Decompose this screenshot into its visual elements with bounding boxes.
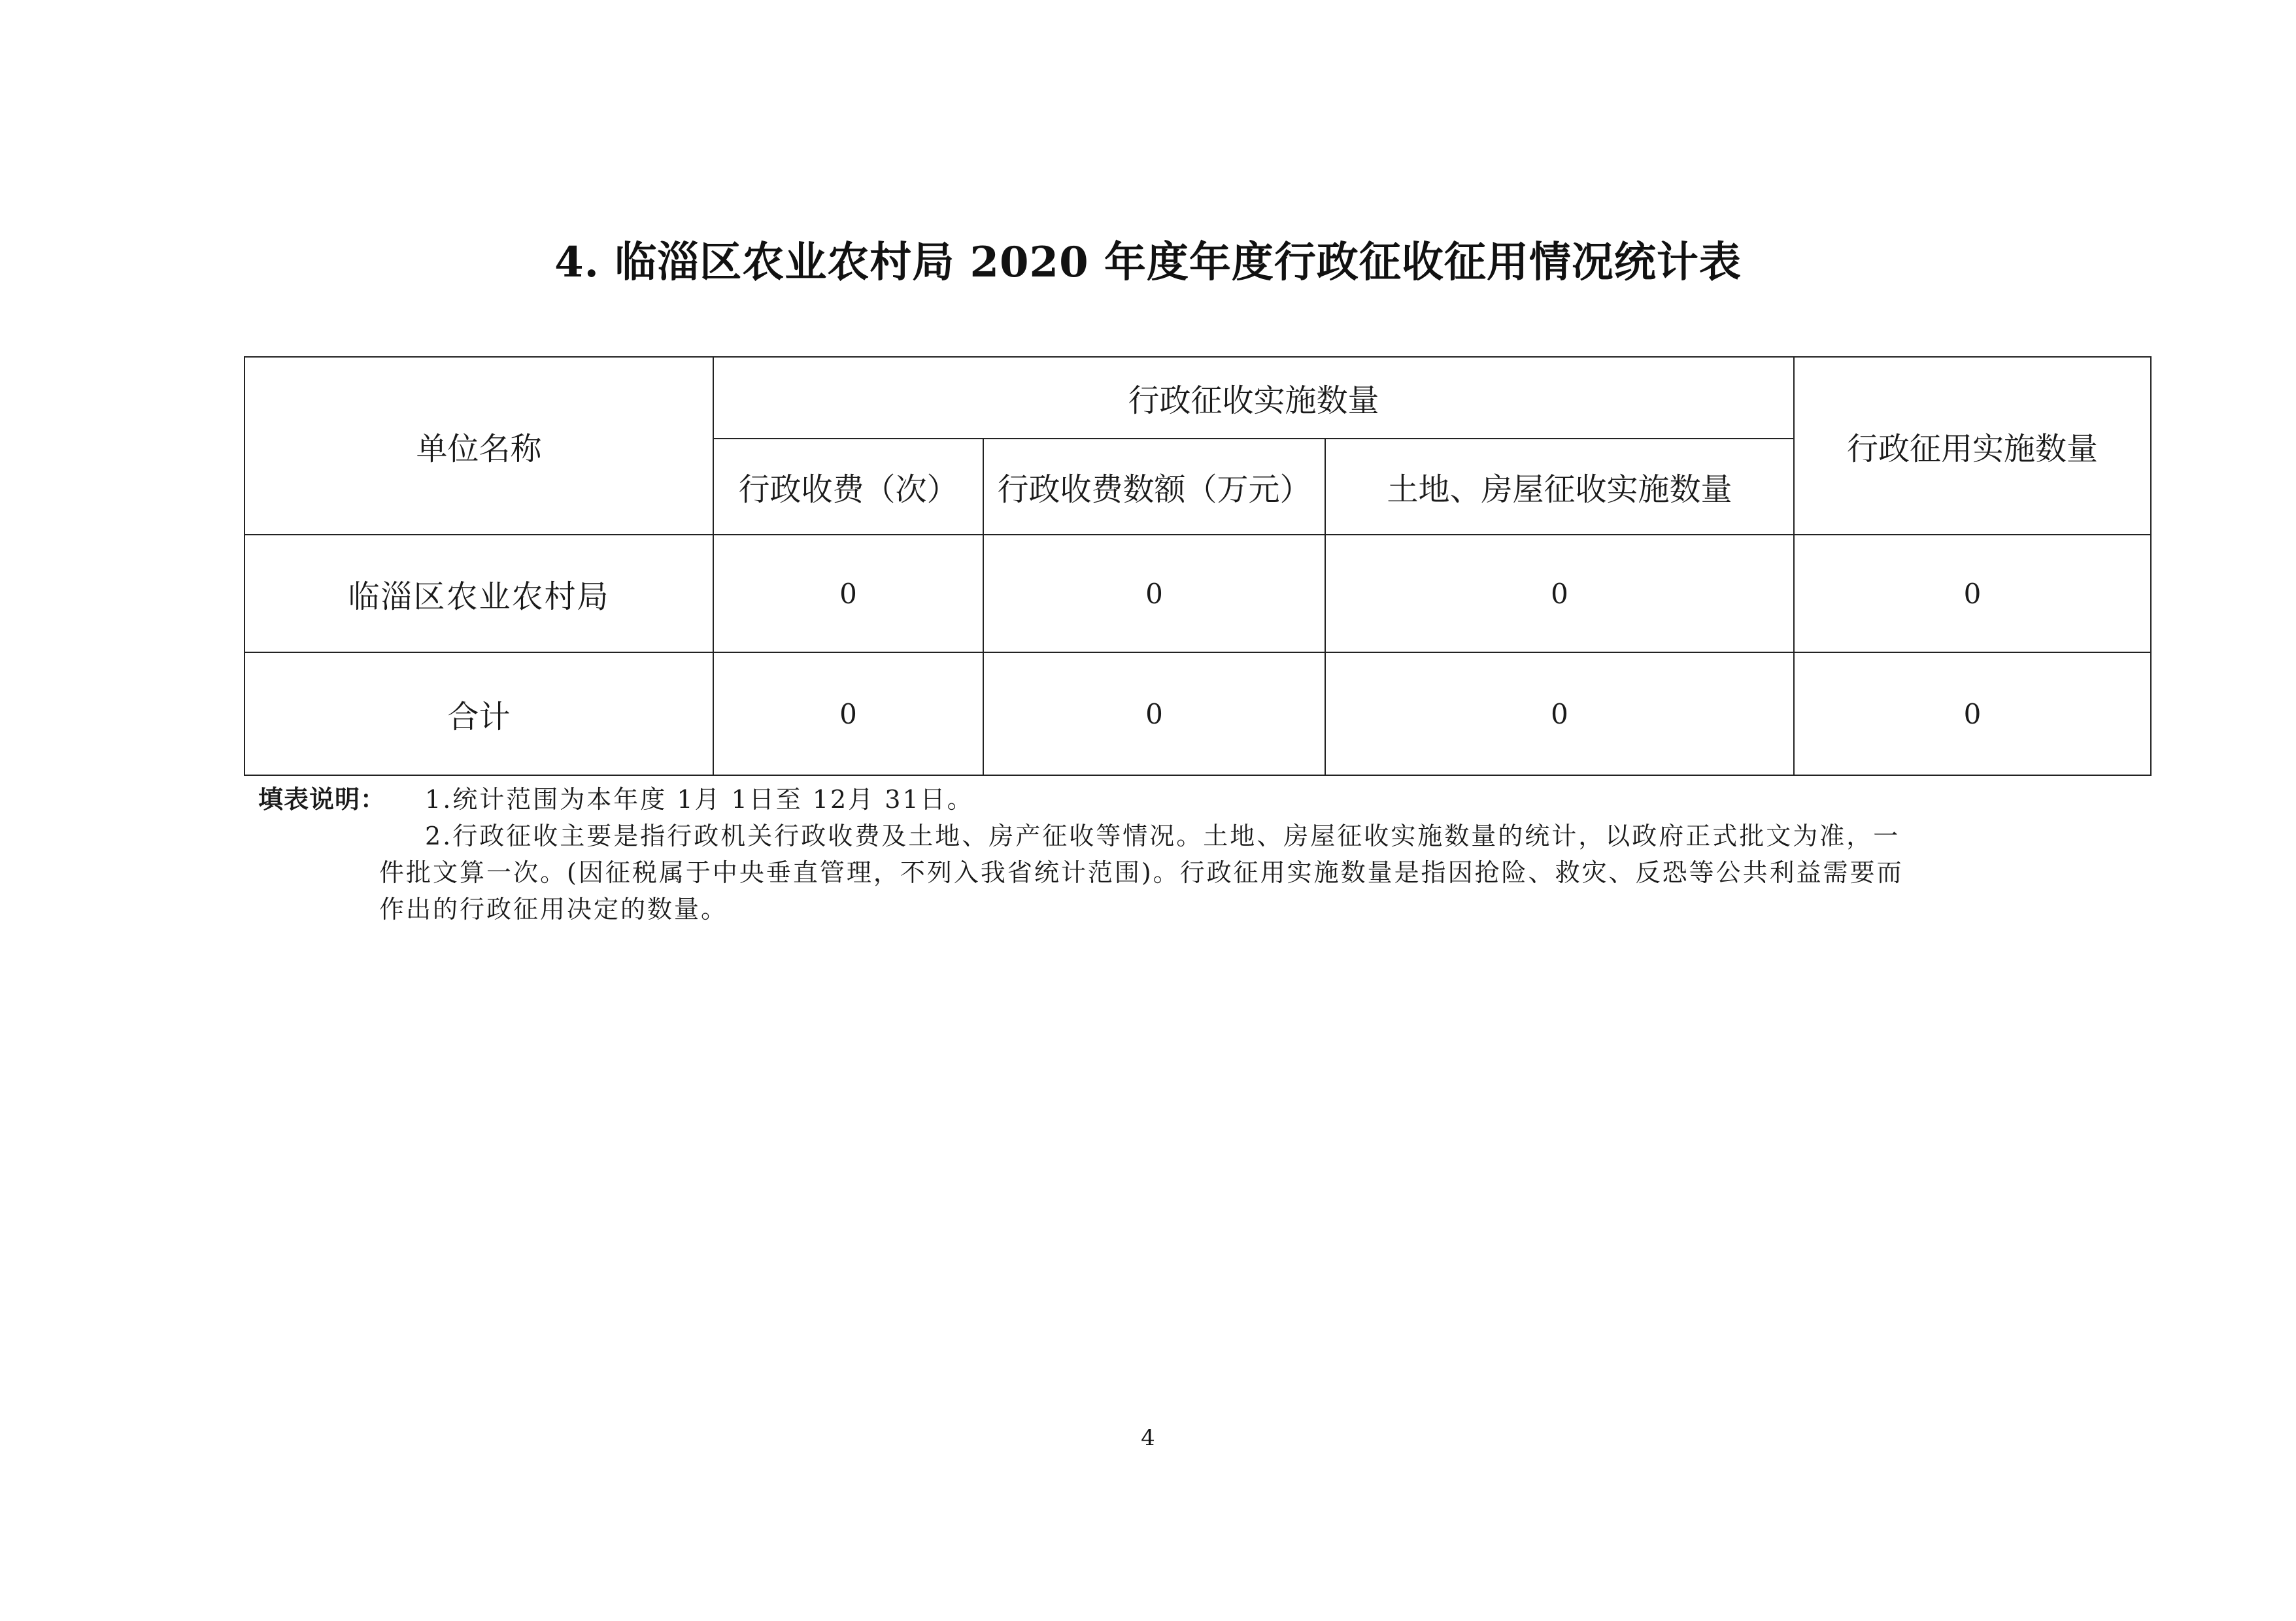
statistics-table (244, 356, 2152, 776)
table-row-total (245, 652, 2151, 775)
page-number: 4 (1141, 1425, 1155, 1451)
page-title: 4. 临淄区农业农村局 2020 年度年度行政征收征用情况统计表 (554, 238, 1742, 287)
fill-instructions (258, 781, 2023, 927)
cell-value: 0 (1325, 652, 1794, 775)
header-fee-count: 行政收费（次） (713, 439, 983, 535)
note-item-2-line-3: 作出的行政征用决定的数量。 (379, 895, 728, 924)
cell-value: 0 (713, 535, 983, 652)
row-unit-name: 临淄区农业农村局 (245, 535, 713, 652)
header-unit-name: 单位名称 (245, 357, 713, 535)
table-header-row (245, 357, 2151, 439)
cell-value: 0 (713, 652, 983, 775)
row-total-label: 合计 (245, 652, 713, 775)
cell-value: 0 (1325, 535, 1794, 652)
table-row (245, 535, 2151, 652)
header-collection-group: 行政征收实施数量 (713, 357, 1794, 439)
note-item-1: 1.统计范围为本年度 1月 1日至 12月 31日。 (425, 785, 974, 814)
header-fee-amount: 行政收费数额（万元） (983, 439, 1325, 535)
cell-value: 0 (1794, 535, 2151, 652)
header-land-house: 土地、房屋征收实施数量 (1325, 439, 1794, 535)
note-item-2-line-2: 件批文算一次。(因征税属于中央垂直管理，不列入我省统计范围)。行政征用实施数量是指因抢险、救灾、反恐等公共利益需要而 (379, 858, 1904, 887)
header-requisition: 行政征用实施数量 (1794, 357, 2151, 535)
note-label: 填表说明： (258, 785, 386, 814)
note-line-1 (258, 781, 2023, 818)
cell-value: 0 (983, 652, 1325, 775)
note-item-2-line-1: 2.行政征收主要是指行政机关行政收费及土地、房产征收等情况。土地、房屋征收实施数量的统计，以政府正式批文为准，一 (425, 822, 1900, 850)
cell-value: 0 (983, 535, 1325, 652)
cell-value: 0 (1794, 652, 2151, 775)
